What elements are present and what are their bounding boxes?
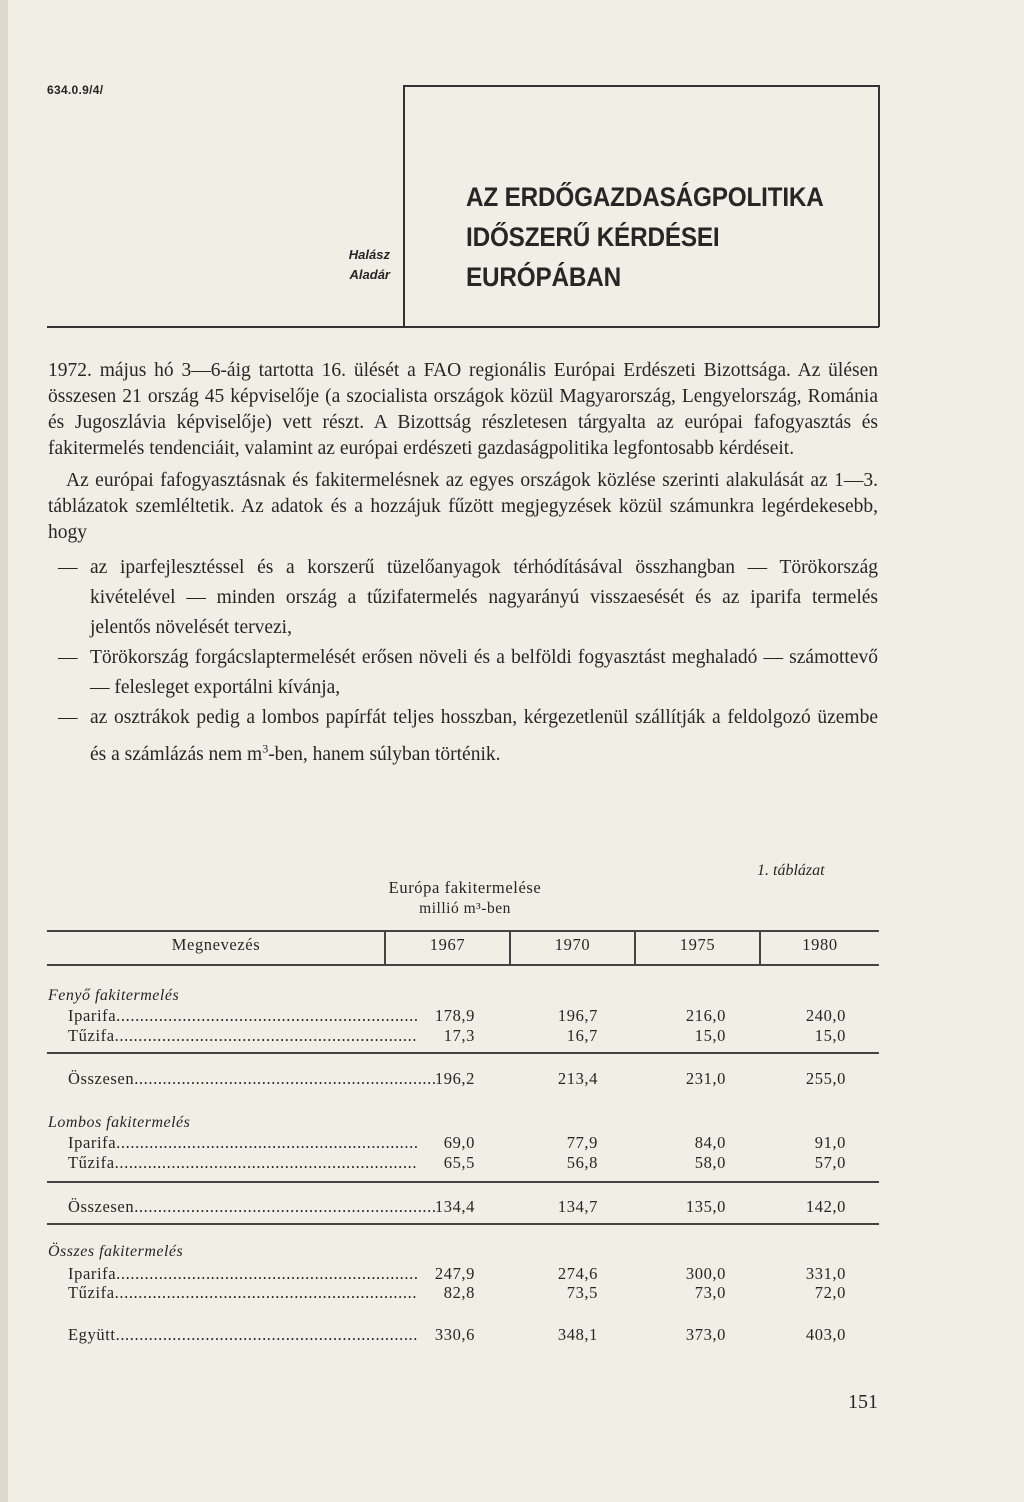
table-row-label [48,1069,437,1089]
table-cell: 57,0 [814,1153,846,1172]
table-row-label [48,1283,418,1303]
header-divider [403,85,405,327]
bullet-item [48,553,878,643]
row-name: Összesen [68,1069,135,1088]
row-name: Iparifa [68,1006,117,1025]
leader-dots: ................................................................ [134,1069,437,1088]
table-cell: 142,0 [805,1197,846,1216]
leader-dots: ................................................................ [134,1197,437,1216]
bullet-text-part: -ben, hanem súlyban történik. [268,743,501,765]
leader-dots: ................................................................ [116,1133,419,1152]
table-cell: 330,6 [434,1325,475,1344]
bullet-item [48,643,878,703]
table-cell: 403,0 [805,1325,846,1344]
table-cell: 15,0 [814,1026,846,1045]
table-cell: 16,7 [566,1026,598,1045]
table-cell: 178,9 [434,1006,475,1025]
bullet-dash: — [58,557,78,578]
title-line: IDŐSZERŰ KÉRDÉSEI [466,222,720,252]
table-cell: 373,0 [685,1325,726,1344]
header-right-rule [878,85,880,327]
table-row-label [48,1264,419,1284]
bullet-item [48,703,878,770]
table-section-heading: Lombos fakitermelés [48,1114,191,1131]
table-cell: 69,0 [443,1133,475,1152]
table-header-cell: 1970 [554,935,591,954]
leader-dots: ................................................................ [114,1153,418,1172]
table-label: 1. táblázat [757,862,825,879]
table-cell: 255,0 [805,1069,846,1088]
table-cell: 216,0 [685,1006,726,1025]
row-name: Iparifa [68,1264,117,1283]
leader-dots: ................................................................ [115,1325,419,1344]
bullet-text: Törökország forgácslaptermelését erősen növeli és a belföldi fogyasztást meghaladó — számottevő — felesleget exportálni kívánja, [90,647,878,698]
bullet-text: az iparfejlesztéssel és a korszerű tüzelőanyagok térhódításával összhangban — Törökország kivételével — minden ország a tűzifatermelés nagyarányú visszaesését és az iparifa termelés jelentős növelését tervezi, [90,557,878,638]
row-name: Tűzifa [68,1283,115,1302]
paragraph: Az európai fafogyasztásnak és fakitermelésnek az egyes országok közlése szerinti alakulását az 1—3. táblázatok szemléltetik. Az adatok és a hozzájuk fűzött megjegyzések közül számunkra legérdekesebb, hogy [48,470,878,543]
table-header-cell: 1967 [429,935,466,954]
leader-dots: ................................................................ [114,1026,418,1045]
paragraph: 1972. május hó 3—6-áig tartotta 16. ülését a FAO regionális Európai Erdészeti Bizottsága. Az ülésen összesen 21 ország 45 képviselője (a szocialista országok közül Magyarország, Lengyelország, Románia és Jugoszlávia képviselője) vett részt. A Bizottság részletesen tárgyalta az európai fafogyasztás és fakitermelés tendenciáit, valamint az európai erdészeti gazdaságpolitika legfontosabb kérdéseit. [48,360,878,459]
page-number: 151 [848,1391,878,1413]
header-bottom-rule [47,326,879,328]
bullet-dash: — [58,647,78,668]
table-cell: 196,2 [434,1069,475,1088]
article-header [47,85,879,328]
table-cell: 213,4 [557,1069,598,1088]
table-cell: 84,0 [694,1133,726,1152]
table-cell: 331,0 [805,1264,846,1283]
table-cell: 135,0 [685,1197,726,1216]
table-title: Európa fakitermelése [388,878,542,897]
table-cell: 274,6 [557,1264,598,1283]
header-top-rule [404,85,879,87]
row-name: Iparifa [68,1133,117,1152]
leader-dots: ................................................................ [116,1264,419,1283]
table-cell: 56,8 [566,1153,598,1172]
table-cell: 240,0 [805,1006,846,1025]
author-last: Aladár [349,267,390,282]
table-row-label [48,1197,437,1217]
table-section-heading: Összes fakitermelés [48,1243,184,1260]
row-name: Együtt [68,1325,116,1344]
bullet-sup: 3 [262,741,269,755]
table-row-label [48,1026,418,1046]
table-cell: 196,7 [557,1006,598,1025]
title-line: AZ ERDŐGAZDASÁGPOLITIKA [466,182,824,212]
row-name: Összesen [68,1197,135,1216]
title-line: EURÓPÁBAN [466,262,621,292]
table-unit: millió m³-ben [419,900,511,917]
article-title [466,177,824,297]
table-header-cell: Megnevezés [171,935,261,954]
table-cell: 77,9 [566,1133,598,1152]
table-row-label [48,1133,419,1153]
table-cell: 300,0 [685,1264,726,1283]
table-cell: 73,0 [694,1283,726,1302]
table-rule [47,1181,879,1183]
table-row-label [48,1006,419,1026]
table-cell: 247,9 [434,1264,475,1283]
leader-dots: ................................................................ [116,1006,419,1025]
table-header-cell: 1975 [679,935,716,954]
table-section-heading: Fenyő fakitermelés [48,987,180,1004]
row-name: Tűzifa [68,1026,115,1045]
table-cell: 134,7 [557,1197,598,1216]
page-edge [0,0,8,1502]
table-cell: 91,0 [814,1133,846,1152]
table-cell: 17,3 [443,1026,475,1045]
leader-dots: ................................................................ [114,1283,418,1302]
table-rule [47,1223,879,1225]
table-cell: 15,0 [694,1026,726,1045]
table-row-label [48,1325,419,1345]
table-cell: 65,5 [443,1153,475,1172]
udc-code: 634.0.9/4/ [47,83,104,97]
author-first: Halász [348,247,390,262]
table-cell: 58,0 [694,1153,726,1172]
bullet-text-part: az osztrákok pedig a lombos papírfát teljes hosszban, kérgezetlenül szállítják a feldolgozó üzembe és a számlázás nem m [90,707,878,765]
table-rule [47,1052,879,1054]
table-header-cell: 1980 [802,935,838,954]
table-cell: 134,4 [434,1197,475,1216]
row-name: Tűzifa [68,1153,115,1172]
table-cell: 73,5 [566,1283,598,1302]
table-row-label [48,1153,418,1173]
table-top-rule [47,930,879,932]
article-body [48,358,878,770]
table-header-rule [47,964,879,966]
table-cell: 72,0 [814,1283,846,1302]
bullet-dash: — [58,707,78,728]
author-name [47,245,390,285]
table-cell: 348,1 [557,1325,598,1344]
table-cell: 231,0 [685,1069,726,1088]
bullet-text [90,707,878,765]
table-cell: 82,8 [443,1283,475,1302]
